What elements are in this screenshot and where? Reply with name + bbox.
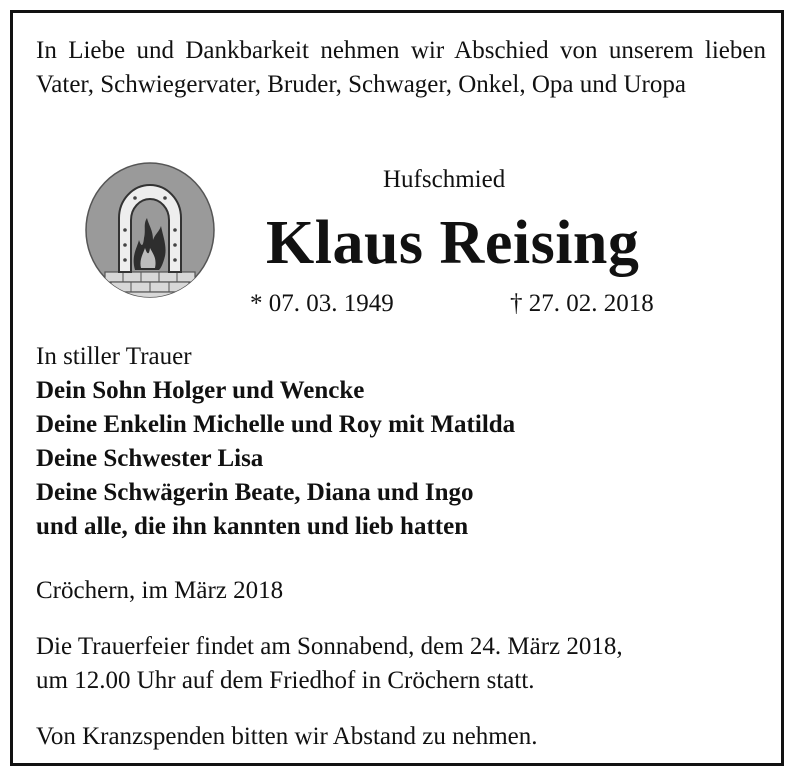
place-date: Cröchern, im März 2018 [36, 577, 284, 604]
horseshoe-forge-icon [83, 160, 217, 300]
ceremony-info [36, 630, 776, 698]
obituary-notice [10, 10, 784, 766]
profession: Hufschmied [383, 166, 506, 193]
closing-note: Von Kranzspenden bitten wir Abstand zu nehmen. [36, 723, 538, 750]
birth-date: * 07. 03. 1949 [250, 290, 394, 317]
mourner-line: Deine Enkelin Michelle und Roy mit Matilda [36, 411, 516, 438]
intro-text: In Liebe und Dankbarkeit nehmen wir Abschied von unserem lieben Vater, Schwiegervater, Bruder, Schwager, Onkel, Opa und Uropa [36, 37, 766, 98]
mourner-line: Dein Sohn Holger und Wencke [36, 377, 365, 404]
ceremony-line: Die Trauerfeier findet am Sonnabend, dem 24. März 2018, [36, 633, 623, 660]
mourning-lead: In stiller Trauer [36, 343, 192, 370]
mourner-line: und alle, die ihn kannten und lieb hatten [36, 513, 469, 540]
deceased-name: Klaus Reising [266, 209, 640, 277]
death-date: † 27. 02. 2018 [510, 290, 654, 317]
mourner-line: Deine Schwägerin Beate, Diana und Ingo [36, 479, 474, 506]
mourners-block [36, 340, 776, 544]
mourner-line: Deine Schwester Lisa [36, 445, 264, 472]
ceremony-line: um 12.00 Uhr auf dem Friedhof in Cröchern statt. [36, 667, 535, 694]
